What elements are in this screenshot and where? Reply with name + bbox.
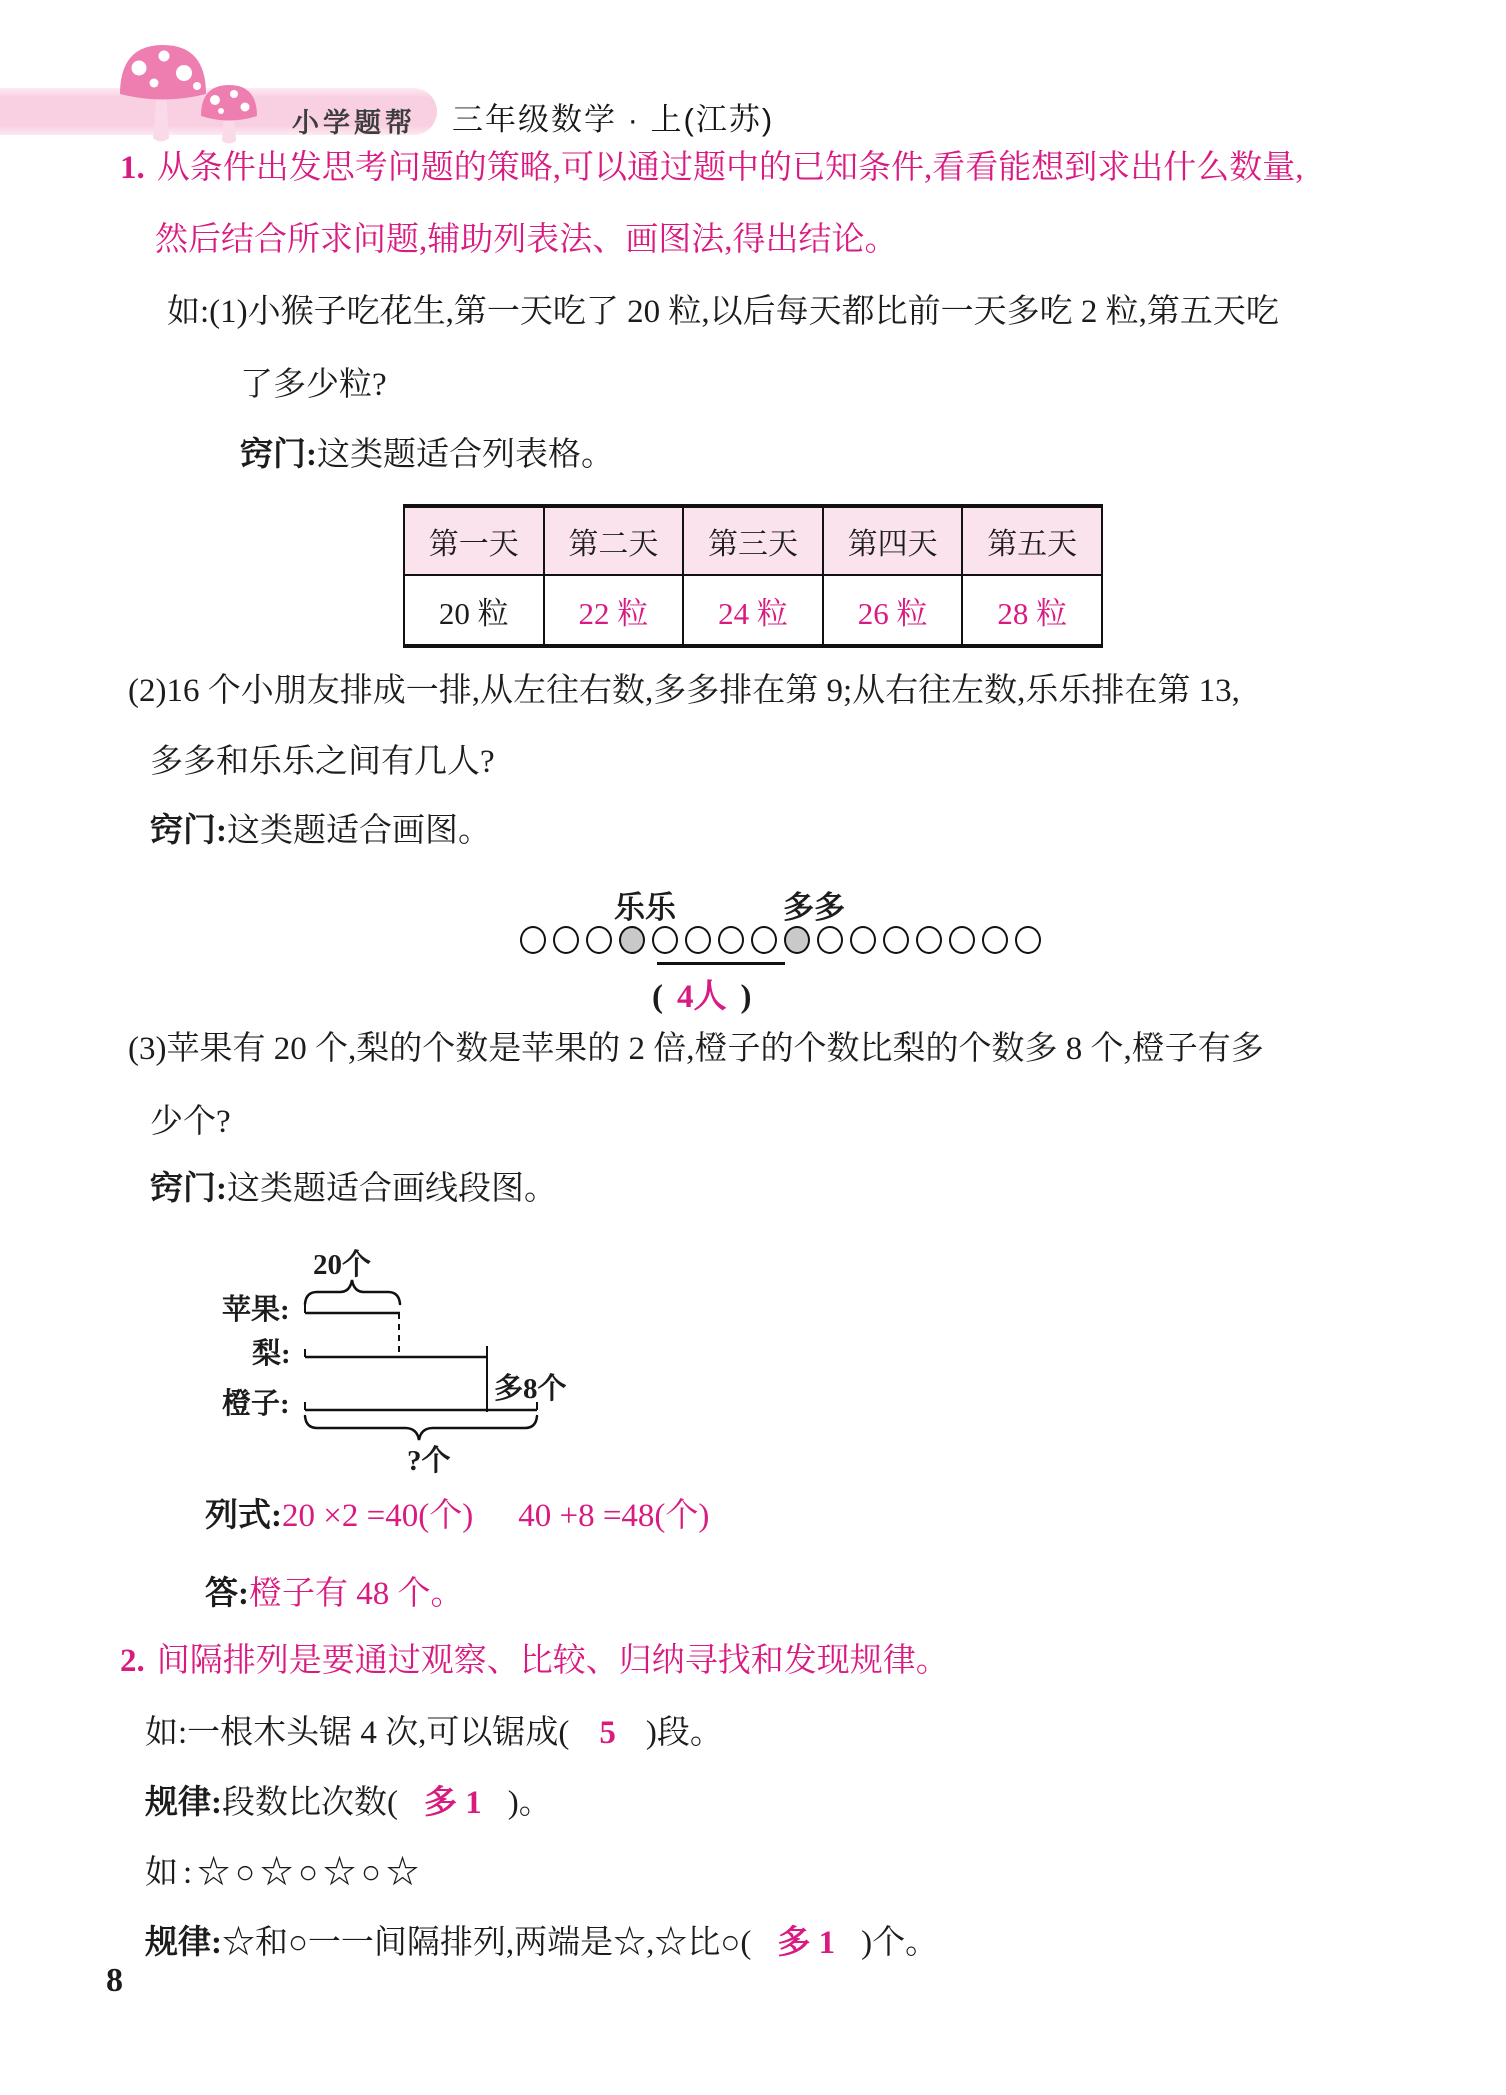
answer-paren-open: ( [652,979,663,1015]
person-circle [916,926,942,954]
day-header-cell: 第四天 [823,506,963,575]
brand-logo-text: 小学题帮 [292,108,416,138]
page-number: 8 [106,1962,123,1999]
solution-answer-line [205,1575,464,1614]
formula-2: 40 +8 =48(个) [518,1498,710,1534]
item2-rule2 [145,1924,938,1963]
tip-label: 窍门: [150,813,227,849]
circle-underline [657,962,785,965]
person-circle [520,926,546,954]
rule2-pre: ☆和○一一间隔排列,两端是☆,☆比○( [222,1925,752,1961]
person-circle [883,926,909,954]
answer-text: 橙子有 48 个。 [249,1576,464,1612]
answer-paren-close: ) [740,979,752,1015]
person-circle [817,926,843,954]
segment-label-orange: 橙子: [222,1388,290,1420]
tip-text: 这类题适合列表格。 [317,437,614,473]
segment-label-pear: 梨: [252,1338,291,1370]
day-header-cell: 第一天 [404,506,544,575]
tip-text: 这类题适合画线段图。 [227,1171,557,1207]
day-value-cell: 26 粒 [823,575,963,646]
tip-label: 窍门: [240,437,317,473]
item1-line1: 从条件出发思考问题的策略,可以通过题中的已知条件,看看能想到求出什么数量, [156,150,1304,186]
day-value-cell: 22 粒 [544,575,684,646]
day-value-cell: 20 粒 [404,575,544,646]
saw-answer: 5 [599,1715,616,1751]
example1-line2: 了多少粒? [240,367,387,403]
example2-tip [150,812,491,851]
example1-line1: 如:(1)小猴子吃花生,第一天吃了 20 粒,以后每天都比前一天多吃 2 粒,第五天吃 [167,294,1279,330]
day-header-cell: 第三天 [683,506,823,575]
person-circle-highlight [784,926,810,954]
formula-label: 列式: [205,1498,282,1534]
item2-line1: 间隔排列是要通过观察、比较、归纳寻找和发现规律。 [156,1643,949,1679]
item2-example2: 如:☆○☆○☆○☆ [145,1855,424,1891]
circle-diagram-label-duoduo: 多多 [783,890,845,925]
circle-answer [652,970,752,1017]
days-table [403,504,1103,648]
person-circle [718,926,744,954]
item2-rule1 [145,1784,552,1823]
rule1-pre: 段数比次数( [222,1785,398,1821]
rule2-answer: 多 1 [777,1925,836,1961]
person-circle [685,926,711,954]
tip-text: 这类题适合画图。 [227,813,491,849]
mushrooms-icon [108,38,286,150]
circle-diagram-label-lele: 乐乐 [614,890,676,925]
item2-example1 [145,1714,723,1753]
segment-label-20: 20个 [313,1249,372,1281]
segment-label-more8: 多8个 [494,1373,567,1405]
day-header-cell: 第五天 [962,506,1102,575]
rule2-post: )个。 [861,1925,939,1961]
answer-value: 4人 [677,979,727,1015]
person-circle-highlight [619,926,645,954]
day-value-cell: 24 粒 [683,575,823,646]
person-circle [982,926,1008,954]
example3-line1: (3)苹果有 20 个,梨的个数是苹果的 2 倍,橙子的个数比梨的个数多 8 个,橙子有多 [128,1031,1264,1067]
person-circle [949,926,975,954]
rule1-post: )。 [507,1785,552,1821]
day-value-cell: 28 粒 [962,575,1102,646]
person-circle [850,926,876,954]
person-circle [553,926,579,954]
segment-label-apple: 苹果: [222,1294,290,1326]
example2-line1: (2)16 个小朋友排成一排,从左往右数,多多排在第 9;从右往左数,乐乐排在第 13, [128,673,1240,709]
saw-pre: 如:一根木头锯 4 次,可以锯成( [145,1715,570,1751]
formula-1: 20 ×2 =40(个) [282,1498,474,1534]
item1-line2: 然后结合所求问题,辅助列表法、画图法,得出结论。 [155,222,898,258]
day-header-cell: 第二天 [544,506,684,575]
example3-tip [150,1170,557,1209]
segment-label-question: ?个 [407,1445,451,1477]
tip-label: 窍门: [150,1171,227,1207]
person-circle [586,926,612,954]
days-table-header-row [404,506,1102,575]
item1-number: 1. [120,150,145,186]
page-title: 三年级数学 · 上(江苏) [452,102,775,137]
rule1-label: 规律: [145,1785,222,1821]
item2-heading [120,1642,949,1681]
rule1-answer: 多 1 [424,1785,482,1821]
item1-heading [120,149,1304,188]
circle-row [520,926,1041,954]
person-circle [652,926,678,954]
solution-formula-line [205,1497,709,1536]
rule2-label: 规律: [145,1925,222,1961]
person-circle [1015,926,1041,954]
example3-line2: 少个? [150,1104,231,1140]
saw-post: )段。 [645,1715,723,1751]
item2-number: 2. [120,1643,145,1679]
days-table-value-row [404,575,1102,646]
example1-tip [240,436,614,475]
example2-line2: 多多和乐乐之间有几人? [150,744,495,780]
person-circle [751,926,777,954]
answer-label: 答: [205,1576,249,1612]
